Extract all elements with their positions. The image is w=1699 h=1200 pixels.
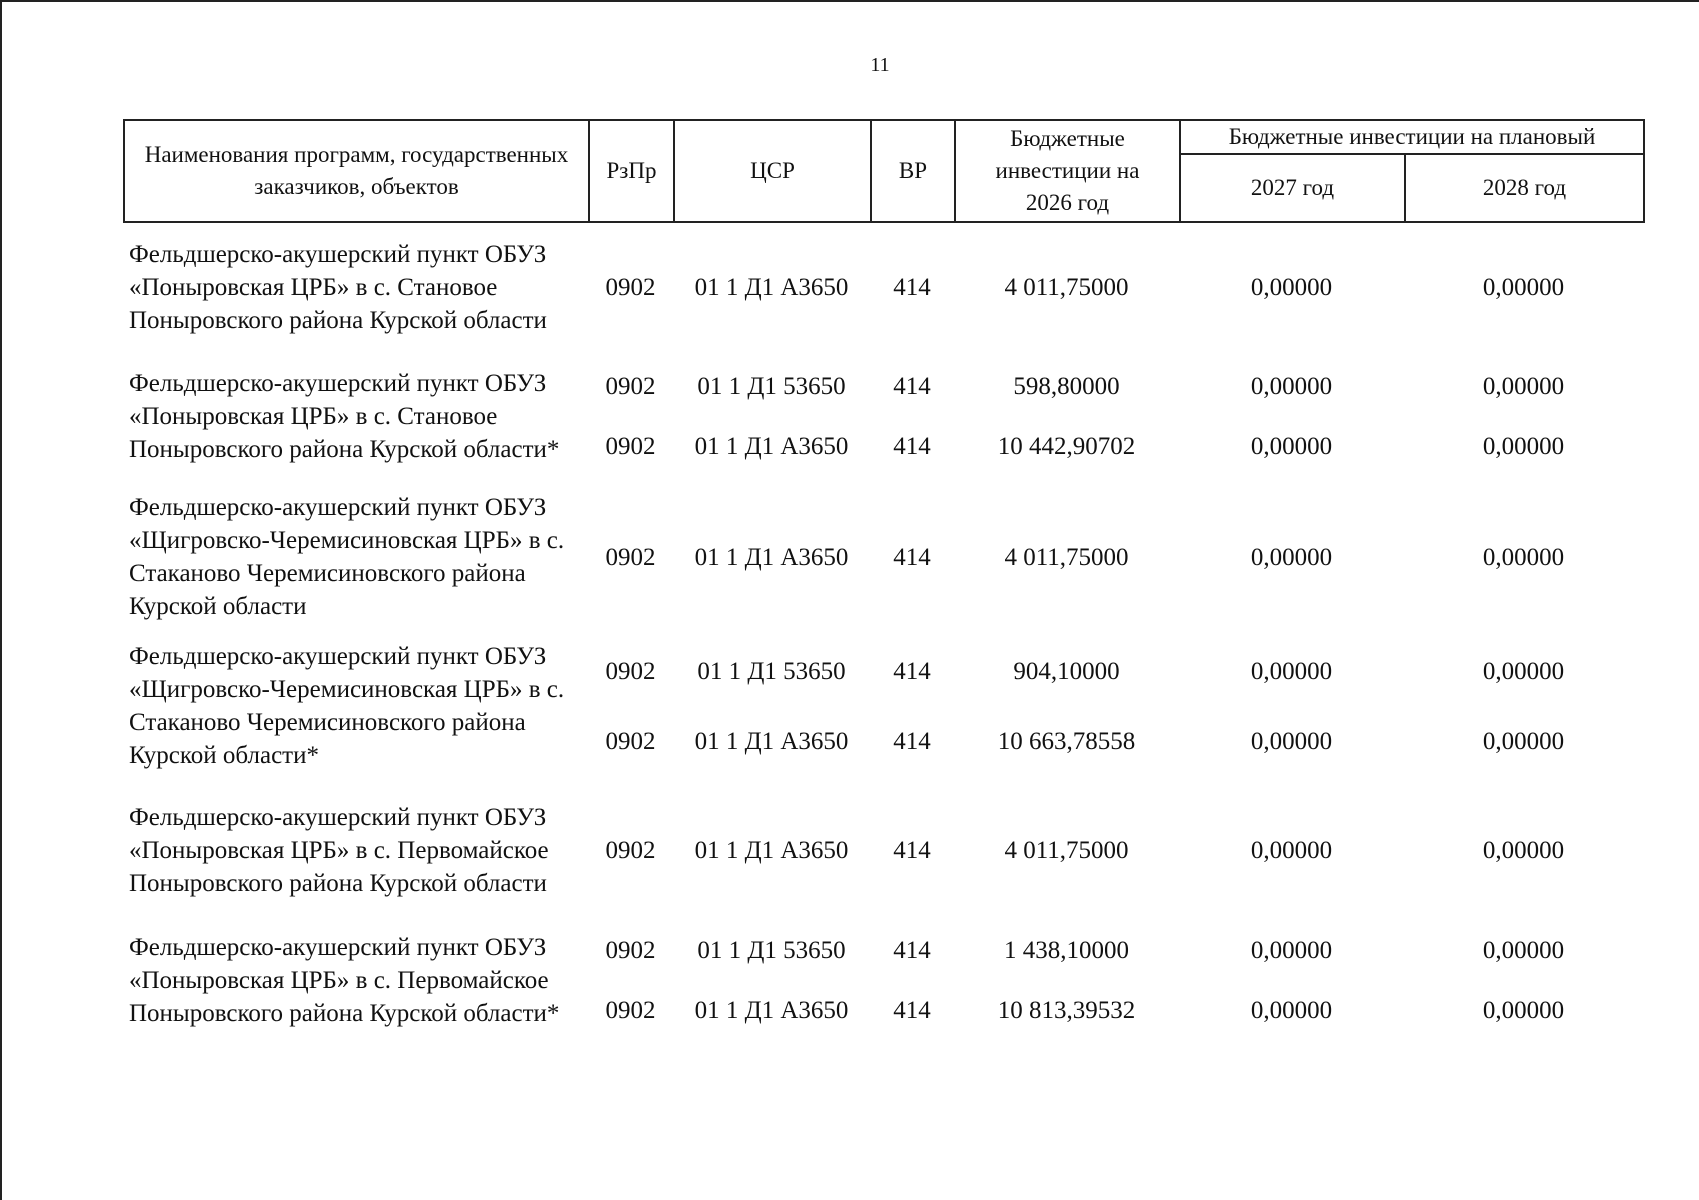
- cell-inv2026: 4 011,75000: [1004, 837, 1129, 864]
- cell-rzpr: 0902: [605, 543, 656, 571]
- cell-vr: 414: [893, 727, 931, 755]
- cell-rzpr: 0902: [605, 372, 656, 400]
- cell-vr: 414: [893, 657, 931, 685]
- cell-2028: 0,00000: [1482, 432, 1565, 460]
- table-row: [123, 636, 1643, 706]
- cell-csr: 01 1 Д1 А3650: [694, 432, 849, 460]
- cell-2028: 0,00000: [1482, 727, 1565, 755]
- cell-2028: 0,00000: [1482, 372, 1565, 400]
- table-row: [123, 801, 1643, 900]
- cell-vr: 414: [893, 543, 931, 571]
- header-planned: Бюджетные инвестиции на плановый: [1180, 120, 1644, 154]
- page-number: 11: [870, 54, 890, 76]
- table-row: [123, 920, 1643, 980]
- cell-2027: 0,00000: [1250, 372, 1333, 400]
- cell-csr: 01 1 Д1 53650: [697, 372, 846, 400]
- header-csr: ЦСР: [674, 120, 871, 222]
- table-row: [123, 238, 1643, 337]
- header-vr: ВР: [871, 120, 955, 222]
- cell-rzpr: 0902: [605, 727, 656, 755]
- cell-vr: 414: [893, 837, 931, 864]
- cell-rzpr: 0902: [605, 837, 656, 864]
- object-name: Фельдшерско-акушерский пункт ОБУЗ «Щигровско-Черемисиновская ЦРБ» в с. Стаканово Черемисиновского района Курской области: [129, 494, 565, 620]
- cell-2027: 0,00000: [1250, 657, 1333, 685]
- cell-2028: 0,00000: [1482, 936, 1565, 964]
- cell-rzpr: 0902: [605, 936, 656, 964]
- cell-inv2026: 598,80000: [1013, 372, 1120, 400]
- cell-2028: 0,00000: [1482, 274, 1565, 301]
- header-2028: 2028 год: [1405, 154, 1644, 222]
- table-header: [123, 119, 1645, 223]
- cell-2027: 0,00000: [1250, 837, 1333, 864]
- cell-inv2026: 10 663,78558: [997, 727, 1136, 755]
- cell-2027: 0,00000: [1250, 936, 1333, 964]
- cell-inv2026: 10 813,39532: [997, 996, 1136, 1024]
- cell-rzpr: 0902: [605, 996, 656, 1024]
- cell-inv2026: 1 438,10000: [1004, 936, 1129, 964]
- cell-csr: 01 1 Д1 53650: [697, 936, 846, 964]
- cell-inv2026: 10 442,90702: [997, 432, 1136, 460]
- cell-csr: 01 1 Д1 А3650: [694, 543, 849, 571]
- cell-inv2026: 4 011,75000: [1004, 543, 1129, 571]
- page-border-top: [0, 0, 1699, 2]
- object-name: Фельдшерско-акушерский пункт ОБУЗ «Поныровская ЦРБ» в с. Первомайское Поныровского района Курской области*: [129, 933, 560, 1027]
- cell-csr: 01 1 Д1 А3650: [694, 274, 849, 301]
- page-border-left: [0, 0, 2, 1200]
- table-row: [123, 356, 1643, 416]
- cell-vr: 414: [893, 936, 931, 964]
- cell-vr: 414: [893, 432, 931, 460]
- table-row: [123, 490, 1643, 624]
- cell-csr: 01 1 Д1 А3650: [694, 996, 849, 1024]
- cell-vr: 414: [893, 274, 931, 301]
- cell-2028: 0,00000: [1482, 657, 1565, 685]
- header-inv2026: Бюджетные инвестиции на 2026 год: [955, 120, 1180, 222]
- object-name: Фельдшерско-акушерский пункт ОБУЗ «Поныровская ЦРБ» в с. Становое Поныровского района Курской области*: [129, 369, 560, 463]
- object-name: Фельдшерско-акушерский пункт ОБУЗ «Щигровско-Черемисиновская ЦРБ» в с. Стаканово Черемисиновского района Курской области*: [129, 643, 565, 769]
- cell-csr: 01 1 Д1 53650: [697, 657, 846, 685]
- table-body: [123, 238, 1643, 1040]
- cell-2028: 0,00000: [1482, 996, 1565, 1024]
- object-name: Фельдшерско-акушерский пункт ОБУЗ «Поныровская ЦРБ» в с. Первомайское Поныровского района Курской области: [129, 804, 549, 897]
- cell-csr: 01 1 Д1 А3650: [694, 727, 849, 755]
- cell-rzpr: 0902: [605, 432, 656, 460]
- cell-inv2026: 904,10000: [1013, 657, 1120, 685]
- header-2027: 2027 год: [1180, 154, 1405, 222]
- cell-2027: 0,00000: [1250, 274, 1333, 301]
- cell-rzpr: 0902: [605, 274, 656, 301]
- object-name: Фельдшерско-акушерский пункт ОБУЗ «Поныровская ЦРБ» в с. Становое Поныровского района Курской области: [129, 241, 547, 334]
- cell-csr: 01 1 Д1 А3650: [694, 837, 849, 864]
- cell-2027: 0,00000: [1250, 432, 1333, 460]
- cell-2027: 0,00000: [1250, 543, 1333, 571]
- cell-2027: 0,00000: [1250, 727, 1333, 755]
- cell-2027: 0,00000: [1250, 996, 1333, 1024]
- cell-vr: 414: [893, 996, 931, 1024]
- cell-inv2026: 4 011,75000: [1004, 274, 1129, 301]
- header-name: Наименования программ, государственных заказчиков, объектов: [124, 120, 589, 222]
- cell-rzpr: 0902: [605, 657, 656, 685]
- cell-2028: 0,00000: [1482, 543, 1565, 571]
- header-rzpr: РзПр: [589, 120, 674, 222]
- cell-vr: 414: [893, 372, 931, 400]
- cell-2028: 0,00000: [1482, 837, 1565, 864]
